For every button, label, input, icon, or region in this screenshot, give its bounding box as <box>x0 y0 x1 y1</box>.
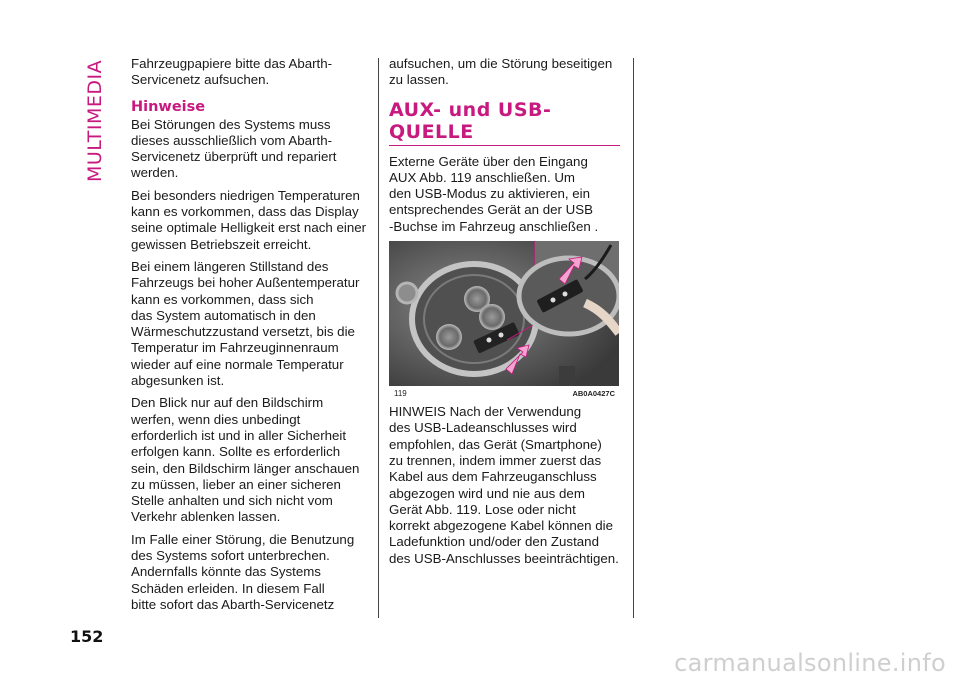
page-number: 152 <box>70 627 104 646</box>
note-paragraph: Bei einem längeren Stillstand des Fahrzeugs bei hoher Außentemperatur kann es vorkommen, dass sich das System automatisch in den Wärmeschutzzustand versetzt, bis die Temperatur im Fahrzeuginnenraum wieder auf eine normale Temperatur abgesunken ist. <box>131 258 360 389</box>
note-paragraph: Bei Störungen des Systems muss dieses ausschließlich vom Abarth- Servicenetz überprüft und repariert werden. <box>131 116 337 181</box>
column-divider-right <box>633 58 634 618</box>
body-paragraph: Externe Geräte über den Eingang AUX Abb. 119 anschließen. Um den USB-Modus zu aktivieren, ein entsprechendes Gerät an der USB -Buchse im Fahrzeug anschließen . <box>389 153 599 234</box>
text-column-1 <box>131 56 371 619</box>
usb-note: HINWEIS Nach der Verwendung des USB-Ladeanschlusses wird empfohlen, das Gerät (Smartphone) zu trennen, indem immer zuerst das Kabel aus dem Fahrzeuganschluss abgezogen wird und nie aus dem Gerät Abb. 119. Lose oder nicht korrekt abgezogene Kabel können die Ladefunktion und/oder den Zustand des USB-Anschlusses beeinträchtigen. <box>389 404 619 566</box>
note-paragraph: Den Blick nur auf den Bildschirm werfen, wenn dies unbedingt erforderlich ist und in aller Sicherheit erfolgen kann. Sollte es erforderlich sein, den Bildschirm länger anschauen zu müssen, lieber an einer sicheren Stelle anhalten und sich nicht vom Verkehr ablenken lassen. <box>131 395 360 525</box>
watermark: carmanualsonline.info <box>674 649 946 677</box>
intro-text: aufsuchen, um die Störung beseitigen zu lassen. <box>389 56 613 88</box>
section-heading: AUX- und USB- QUELLE <box>389 99 620 146</box>
figure-aux-usb <box>389 241 619 399</box>
note-paragraph: Im Falle einer Störung, die Benutzung des Systems sofort unterbrechen. Andernfalls könnte das Systems Schäden erleiden. In diesem Fall bitte sofort das Abarth-Servicenetz <box>131 531 355 612</box>
notes-heading: Hinweise <box>131 98 206 115</box>
figure-number: 119 <box>394 389 407 399</box>
column-divider-left <box>378 58 379 618</box>
note-paragraph: Bei besonders niedrigen Temperaturen kann es vorkommen, dass das Display seine optimale Helligkeit erst nach einer gewissen Betriebszeit erreicht. <box>131 187 367 252</box>
intro-text: Fahrzeugpapiere bitte das Abarth- Servicenetz aufsuchen. <box>131 56 333 88</box>
figure-code: AB0A0427C <box>572 389 615 399</box>
text-column-2 <box>389 56 624 573</box>
console-photo <box>389 241 619 386</box>
section-side-label: MULTIMEDIA <box>84 59 106 182</box>
